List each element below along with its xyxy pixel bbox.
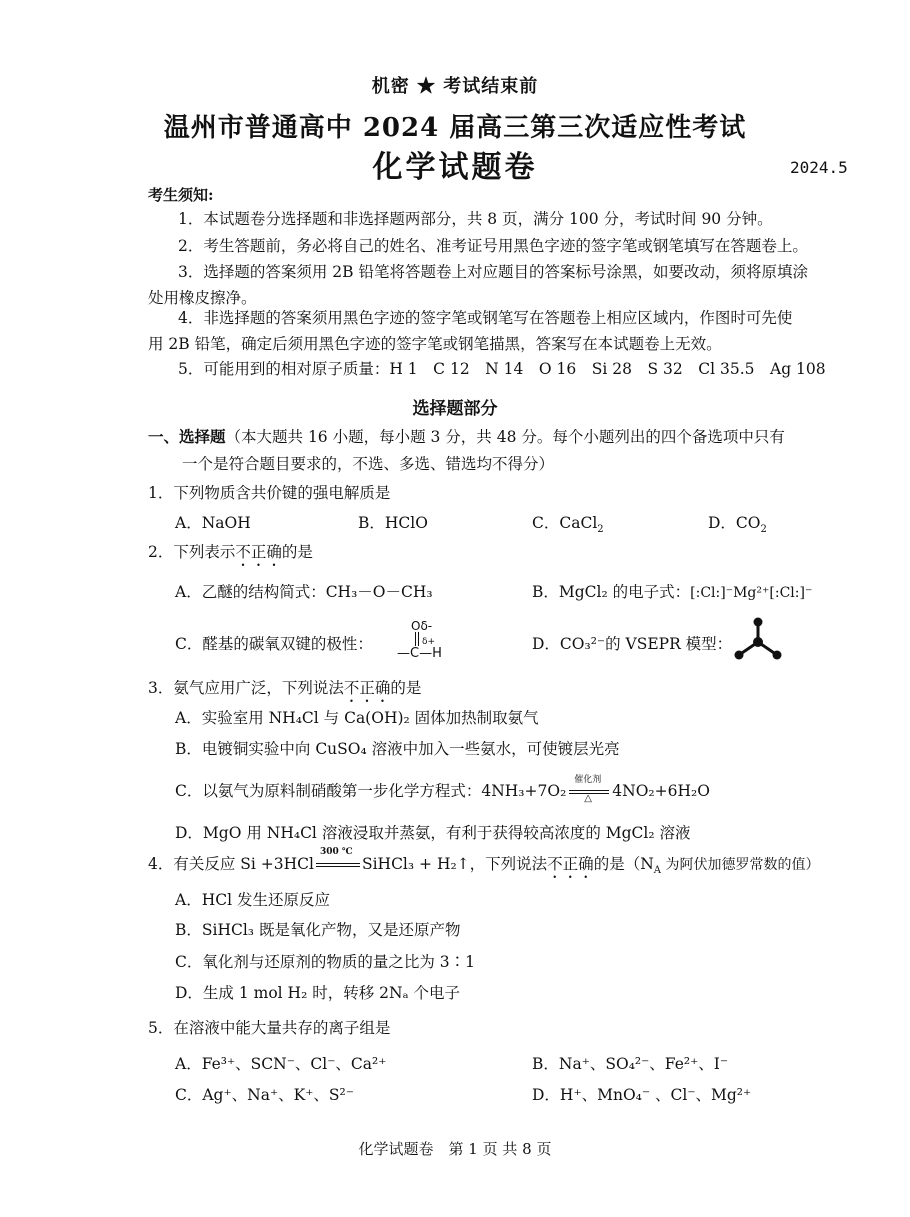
q3-option-b: B．电镀铜实验中向 CuSO₄ 溶液中加入一些氨水，可使镀层光亮	[175, 740, 620, 758]
notice-item-2: 2．考生答题前，务必将自己的姓名、准考证号用黑色字迹的签字笔或钢笔填写在答题卷上。	[178, 237, 808, 255]
part1-heading-line2: 一个是符合题目要求的，不选、多选、错选均不得分）	[182, 455, 555, 473]
q3-option-c: C．以氨气为原料制硝酸第一步化学方程式：4NH₃+7O₂ 催化剂 △ 4NO₂+6H₂O	[175, 775, 710, 804]
aldehyde-oxygen: Oδ-	[411, 619, 433, 633]
q1-option-d: D．$CO_2$	[708, 514, 767, 536]
notice-item-3: 3．选择题的答案须用 2B 铅笔将答题卷上对应题目的答案标号涂黑，如要改动，须将原填涂	[178, 263, 808, 281]
emphasis-not-correct: 不正确	[235, 543, 282, 561]
q2-option-a: A．乙醚的结构简式：CH₃－O－CH₃	[175, 583, 433, 601]
confidential-label: 机密 ★ 考试结束前	[371, 76, 539, 97]
q5-option-d: D．H⁺、MnO₄⁻ 、Cl⁻、Mg²⁺	[532, 1086, 752, 1104]
q5-option-b: B．Na⁺、SO₄²⁻、Fe²⁺、I⁻	[532, 1055, 729, 1073]
page-footer: 化学试题卷 第 1 页 共 8 页	[358, 1140, 552, 1158]
q1-option-a: A．NaOH	[175, 514, 251, 532]
q1-option-b: B．HClO	[358, 514, 428, 532]
exam-date: 2024.5	[790, 158, 848, 177]
electron-formula: [:Cl:]⁻Mg²⁺[:Cl:]⁻	[690, 585, 813, 601]
part1-heading-bold: 一、选择题	[148, 427, 226, 446]
q4-option-a: A．HCl 发生还原反应	[175, 891, 330, 909]
q5-option-a: A．Fe³⁺、SCN⁻、Cl⁻、Ca²⁺	[175, 1055, 387, 1073]
q3-option-a: A．实验室用 NH₄Cl 与 Ca(OH)₂ 固体加热制取氨气	[175, 709, 539, 727]
aldehyde-chain: —C—H	[397, 646, 442, 661]
notice-item-3-cont: 处用橡皮擦净。	[148, 289, 257, 307]
section-title: 选择题部分	[412, 399, 498, 419]
part1-heading	[148, 425, 785, 447]
notice-item-1: 1．本试题卷分选择题和非选择题两部分，共 8 页，满分 100 分，考试时间 90 分钟。	[178, 210, 773, 228]
notice-item-4-cont: 用 2B 铅笔，确定后须用黑色字迹的签字笔或钢笔描黑，答案写在本试题卷上无效。	[148, 335, 722, 353]
q2-option-c: C．醛基的碳氧双键的极性：	[175, 635, 373, 653]
aldehyde-delta-plus: δ+	[422, 637, 436, 647]
exam-title: 温州市普通高中 2024 届高三第三次适应性考试	[163, 113, 747, 143]
trigonal-planar-model-icon	[732, 616, 784, 662]
emphasis-not-correct: 不正确	[343, 679, 391, 697]
paper-title: 化学试题卷	[372, 150, 538, 185]
q4-option-d: D．生成 1 mol H₂ 时，转移 2Nₐ 个电子	[175, 984, 460, 1002]
q4-stem: 4．有关反应 Si +3HCl 300 ℃ SiHCl₃ + H₂↑，下列说法不正确的是（$N_A$ 为阿伏加德罗常数的值）	[148, 847, 820, 877]
q3-option-d: D．MgO 用 NH₄Cl 溶液浸取并蒸氨，有利于获得较高浓度的 MgCl₂ 溶液	[175, 824, 691, 842]
q1-option-c: C．CaCl$_2$	[532, 514, 604, 536]
notice-item-5: 5．可能用到的相对原子质量：H 1 C 12 N 14 O 16 Si 28 S 32 Cl 35.5 Ag 108	[178, 360, 826, 378]
q4-option-b: B．SiHCl₃ 既是氧化产物，又是还原产物	[175, 921, 461, 939]
q1-stem: 1．下列物质含共价键的强电解质是	[148, 484, 391, 502]
q5-stem: 5．在溶液中能大量共存的离子组是	[148, 1019, 391, 1037]
part1-heading-rest: （本大题共 16 小题，每小题 3 分，共 48 分。每个小题列出的四个备选项中只有	[225, 428, 785, 446]
emphasis-not-correct: 不正确	[547, 855, 594, 873]
double-bond	[415, 632, 419, 646]
reaction-condition-arrow: 催化剂 △	[569, 787, 609, 797]
q5-option-c: C．Ag⁺、Na⁺、K⁺、S²⁻	[175, 1086, 354, 1104]
notice-item-4: 4．非选择题的答案须用黑色字迹的签字笔或钢笔写在答题卷上相应区域内，作图时可先使	[178, 309, 793, 327]
q4-option-c: C．氧化剂与还原剂的物质的量之比为 3∶1	[175, 953, 476, 971]
reaction-condition-300c: 300 ℃	[316, 860, 360, 870]
q2-option-b: B．MgCl₂ 的电子式：[:Cl:]⁻Mg²⁺[:Cl:]⁻	[532, 583, 813, 601]
q3-stem: 3．氨气应用广泛，下列说法不正确的是	[148, 679, 422, 697]
q2-option-d: D．CO₃²⁻的 VSEPR 模型：	[532, 635, 733, 653]
notice-heading: 考生须知:	[148, 186, 214, 204]
q2-stem: 2．下列表示不正确的是	[148, 543, 313, 561]
